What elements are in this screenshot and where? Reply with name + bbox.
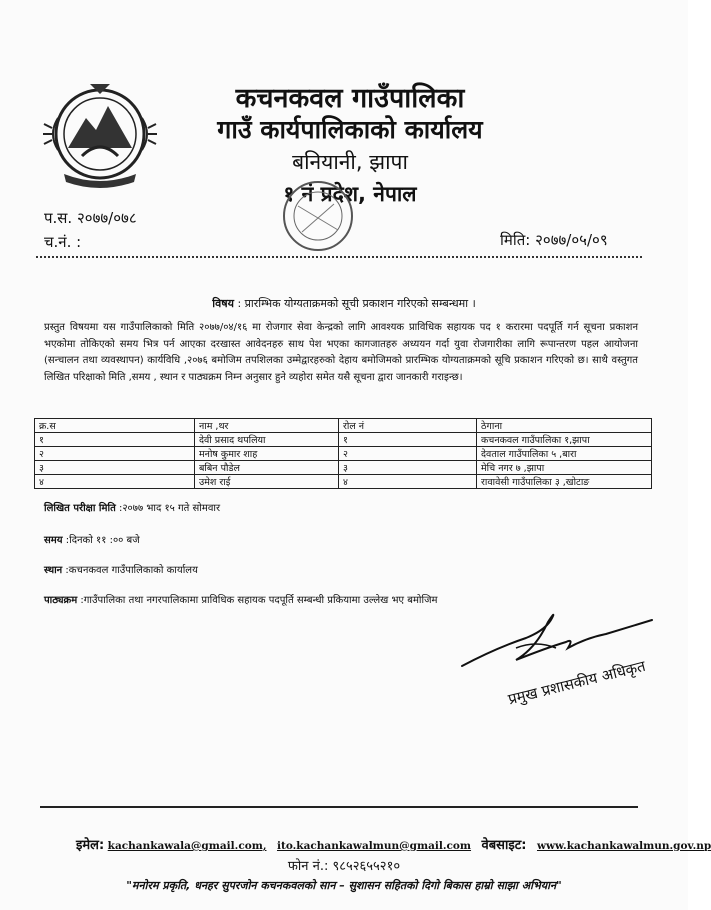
subject-label: विषय [212,297,234,310]
col-name: नाम ,थर [195,419,339,433]
exam-date [44,500,220,514]
office-stamp-icon [268,186,368,258]
email-link-primary[interactable]: kachankawala@gmail.com, [107,840,267,852]
exam-syllabus [44,592,438,606]
table-header-row [35,419,652,433]
subject-text: : प्रारम्भिक योग्यताक्रमको सूची प्रकाशन गरिएको सम्बन्धमा । [237,297,476,310]
website-link[interactable]: www.kachankawalmun.gov.np [536,840,711,852]
table-row [35,461,652,475]
exam-date-value: :२०७७ भाद १५ गते सोमवार [118,503,221,514]
col-serial: क्र.स [35,419,195,433]
exam-syllabus-value: :गाउँपालिका तथा नगरपालिकामा प्राविधिक सहायक पदपूर्ति सम्बन्धी प्रकियामा उल्लेख भए बमोजिम [80,595,438,606]
dispatch-number: च.नं. : [44,233,82,251]
cell-serial: ४ [35,475,195,489]
table-row [35,447,652,461]
letter-reference-number: प.स. २०७७/०७८ [44,209,137,227]
email-label: इमेल: [76,838,105,853]
candidate-table [34,418,652,489]
office-name: कचनकवल गाउँपालिका [235,83,465,114]
cell-address: देवताल गाउँपालिका ५ ,बारा [477,447,652,461]
cell-address: मेचि नगर ७ ,झापा [477,461,652,475]
exam-time-label: समय [44,535,63,546]
cell-name: देवी प्रसाद थपलिया [195,433,339,447]
footer-divider [40,806,638,808]
col-roll: रोल नं [339,419,477,433]
footer-phone: फोन नं.: ९८५२६५५२१० [287,859,401,874]
cell-roll: २ [339,447,477,461]
cell-serial: २ [35,447,195,461]
cell-name: मनोष कुमार शाह [195,447,339,461]
table-row [35,433,652,447]
website-label: वेबसाइट: [481,838,527,853]
subject-line [0,296,688,311]
cell-address: रावावेसी गाउँपालिका ३ ,खोटाङ [477,475,652,489]
exam-time-value: :दिनको ११ :०० बजे [65,535,140,546]
exam-place [44,562,198,576]
office-subtitle: गाउँ कार्यपालिकाको कार्यालय [217,115,483,144]
cell-name: उमेश राई [195,475,339,489]
cell-roll: ३ [339,461,477,475]
office-province: १ नं प्रदेश, नेपाल [283,182,417,206]
exam-date-label: लिखित परीक्षा मिति [44,503,116,514]
designation: प्रमुख प्रशासकीय अधिकृत [506,656,648,709]
office-address: बनियानी, झापा [292,150,408,174]
table-row [35,475,652,489]
exam-place-label: स्थान [44,565,63,576]
exam-syllabus-label: पाठ्यक्रम [44,595,78,606]
header-divider [36,256,642,258]
email-link-secondary[interactable]: ito.kachankawalmun@gmail.com [276,840,472,852]
cell-serial: ३ [35,461,195,475]
cell-roll: १ [339,433,477,447]
footer-contact-line [76,835,711,853]
notice-body: प्रस्तुत विषयमा यस गाउँपालिकाको मिति २०७७/०४/१६ मा रोजगार सेवा केन्द्रको लागि आवश्यक प्राविधिक सहायक पद १ करारमा पदपूर्ति गर्न सूचना प्रकाशन भएकोमा तोकिएको समय भित्र पर्न आएका दरखास्त आवेदनहरु साथ पेश भएका कागजातहरु अध्ययन गर्दा युवा रोजगारीका लागि रूपान्तरण पहल आयोजना (सन्चालन तथा व्यवस्थापन) कार्यविधि ,२०७६ बमोजिम तपशिलका उम्मेद्वारहरुको देहाय बमोजिमको प्रारम्भिक योग्यताक्रमको सूचि प्रकाशन गरिएको छ। साथै वस्तुगत लिखित परिक्षाको मिति ,समय , स्थान र पाठ्यक्रम निम्न अनुसार हुने व्यहोरा समेत यसै सूचना द्वारा जानकारी गराइन्छ। [44,322,638,383]
letter-date: मिति: २०७७/०५/०९ [500,231,608,249]
exam-time [44,532,140,546]
cell-serial: १ [35,433,195,447]
exam-place-value: :कचनकवल गाउँपालिकाको कार्यालय [65,565,198,576]
col-address: ठेगाना [477,419,652,433]
cell-address: कचनकवल गाउँपालिका १,झापा [477,433,652,447]
cell-roll: ४ [339,475,477,489]
footer-slogan: "मनोरम प्रकृति, धनहर सुपरजोन कचनकवलको सान – सुशासन सहितको दिगो बिकास हाम्रो साझा अभियान" [126,879,562,892]
nepal-emblem-icon [38,78,162,190]
cell-name: बबिन पौडेल [195,461,339,475]
